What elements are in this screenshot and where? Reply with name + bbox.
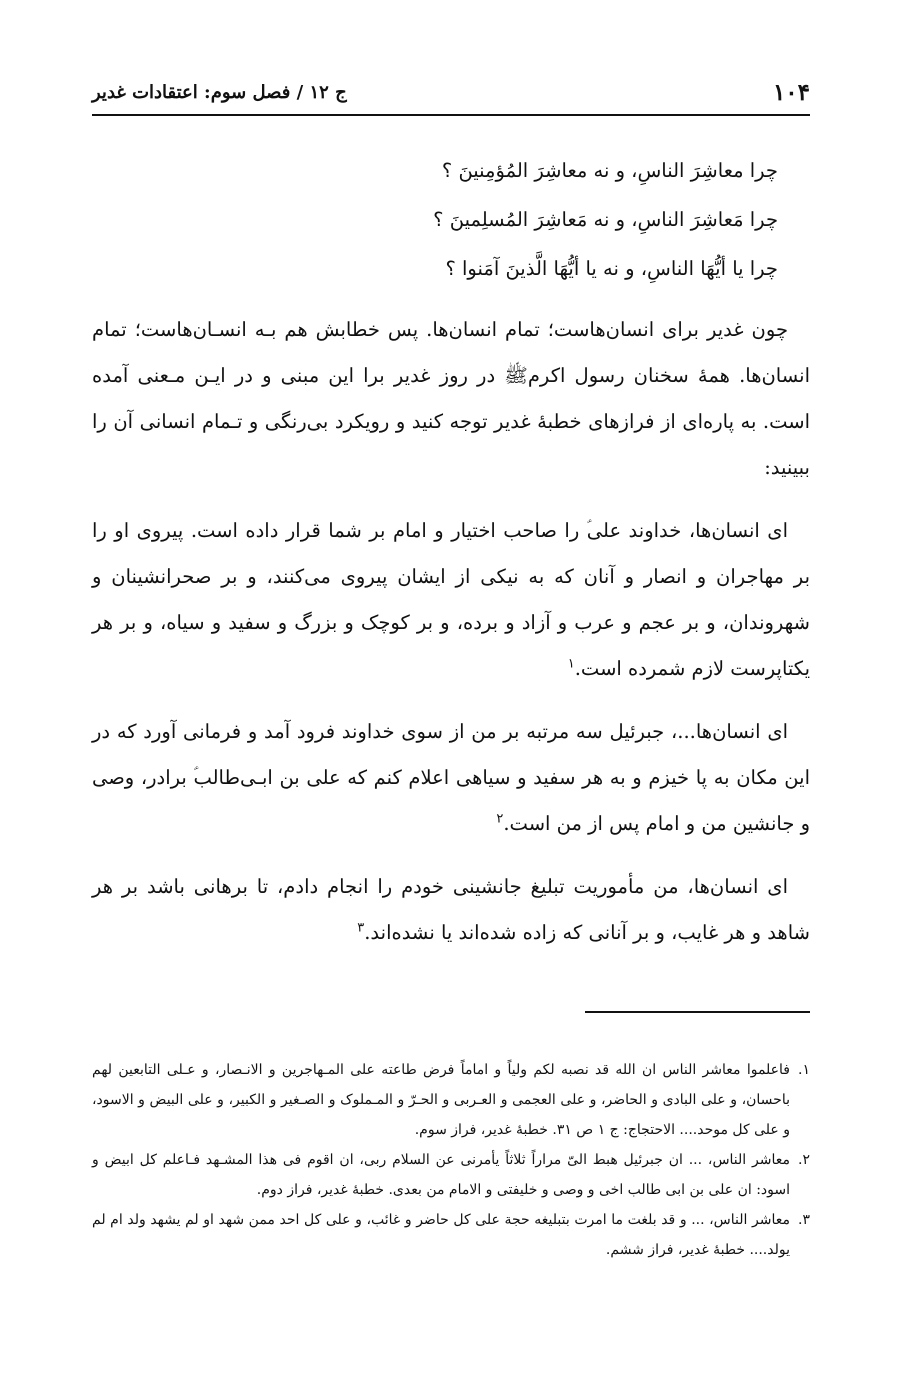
paragraph-text: ای انسان‌ها، خداوند علی‌ؑ را صاحب اختیار و امام بر شما قرار داده است. پیروی او را بر مهاجران و انصار و آنان که به نیکی از ایشان پیروی می‌کنند، و بر صحرانشینان و شهروندان، و بر عجم و عرب و آزاد و برده، و بر کوچک و بزرگ و سفید و سیاه، و بر هر یکتاپرست لازم شمرده است.: [92, 519, 810, 680]
footnotes: [92, 1055, 810, 1265]
paragraph-text: ای انسان‌ها، من مأموریت تبلیغ جانشینی خودم را انجام دادم، تا برهانی باشد بر هر شاهد و هر غایب، و بر آنانی که زاده شده‌اند یا نشده‌اند.: [92, 875, 810, 944]
verse-line: چرا یا أیُّهَا الناسِ، و نه یا أیُّهَا الَّذینَ آمَنوا ؟: [445, 257, 778, 280]
footnote: [92, 1145, 810, 1205]
paragraph: [92, 864, 810, 956]
main-text: [92, 146, 810, 973]
footnote-number: ۲.: [798, 1152, 810, 1168]
footnote-text: معاشر الناس، ... و قد بلغت ما امرت بتبلیغه حجة علی کل حاضر و غائب، و علی کل احد ممن شهد او لم یشهد ولد ام لم یولد.... خطبهٔ غدیر، فراز ششم.: [92, 1212, 790, 1258]
verse-group: [92, 146, 810, 293]
paragraph: [92, 508, 810, 692]
verse-line: چرا مَعاشِرَ الناسِ، و نه مَعاشِرَ المُسلِمینَ ؟: [433, 208, 778, 231]
paragraph-text: ای انسان‌ها...، جبرئیل سه مرتبه بر من از سوی خداوند فرود آمد و فرمانی آورد که در این مکان به پا خیزم و به هر سفید و سیاهی اعلام کنم که علی بن ابـی‌طالب‌ؑ برادر، وصی و جانشین من و امام پس از من است.: [92, 720, 810, 835]
paragraph: [92, 709, 810, 847]
footnote-number: ۳.: [798, 1212, 810, 1228]
paragraph-text: چون غدیر برای انسان‌هاست؛ تمام انسان‌ها. پس خطابش هم بـه انسـان‌هاست؛ تمام انسان‌ها. همهٔ سخنان رسول اکرم‌ﷺ در روز غدیر برا این مبنی و در ایـن مـعنی آمده است. به پاره‌ای از فرازهای خطبهٔ غدیر توجه کنید و رویکرد بی‌رنگی و تـمام انسانی آن را ببینید:: [92, 318, 810, 479]
verse-line: چرا معاشِرَ الناسِ، و نه معاشِرَ المُؤمِنینَ ؟: [441, 159, 778, 182]
footnote-text: معاشر الناس، ... ان جبرئیل هبط الیّ مراراً ثلاثاً یأمرنی عن السلام ربی، ان اقوم فی هذا المشـهد فـاعلم کل ابیض و اسود: ان علی بن ابی طالب اخی و وصی و خلیفتی و الامام من بعدی. خطبهٔ غدیر، فراز دوم.: [92, 1152, 790, 1198]
footnote-separator: [585, 1011, 810, 1013]
paragraph: [92, 307, 810, 491]
footnote: [92, 1205, 810, 1265]
footnote-marker: ۳: [357, 920, 365, 936]
running-title: ج ۱۲ / فصل سوم: اعتقادات غدیر: [92, 82, 347, 103]
page-number: ۱۰۴: [772, 79, 810, 106]
footnote-marker: ۱: [567, 656, 575, 672]
footnote-number: ۱.: [798, 1062, 810, 1078]
footnote: [92, 1055, 810, 1145]
footnote-text: فاعلموا معاشر الناس ان الله قد نصبه لکم ولیاً و اماماً فرض طاعته علی المـهاجرین و الانـصار، و عـلی التابعین لهم باحسان، و علی البادی و الحاضر، و علی العجمی و العـربی و الحـرّ و المـملوک و الصـغیر و الکبیر، و علی البیض و الاسود، و علی کل موحد.... الاحتجاج: ج ۱ ص ۳۱. خطبهٔ غدیر، فراز سوم.: [92, 1062, 790, 1138]
footnote-marker: ۲: [496, 811, 504, 827]
page-header: [92, 78, 810, 116]
